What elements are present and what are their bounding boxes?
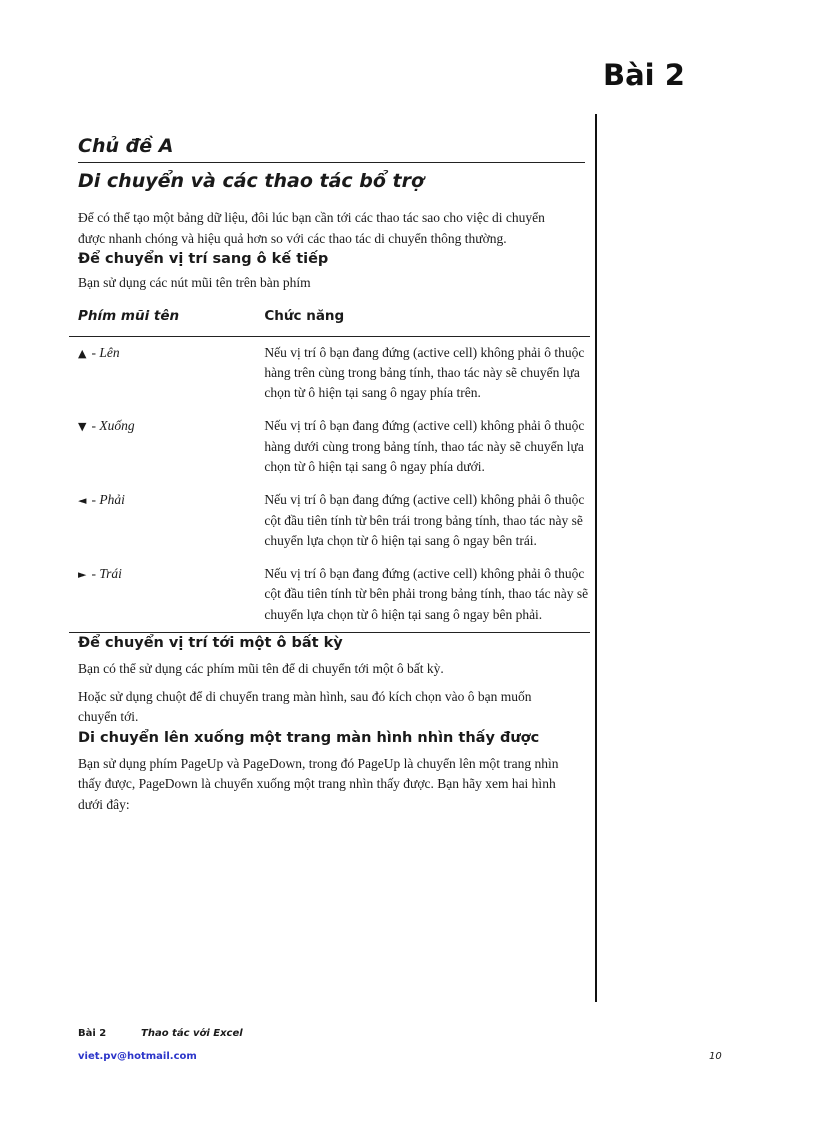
page-number: 10 [709, 1051, 722, 1062]
section-heading-page-scroll: Di chuyển lên xuống một trang màn hình nhìn thấy được [78, 729, 540, 746]
topic-label: Chủ đề A [78, 135, 585, 163]
key-cell [69, 564, 264, 632]
lesson-title: Bài 2 [603, 58, 685, 92]
intro-paragraph: Để có thể tạo một bảng dữ liệu, đôi lúc bạn cần tới các thao tác sao cho việc di chuyển được nhanh chóng và hiệu quả hơn so với các thao tác di chuyển thông thường. [78, 210, 545, 246]
section-desc-next-cell: Bạn sử dụng các nút mũi tên trên bàn phím [78, 275, 311, 290]
column-header-key: Phím mũi tên [69, 306, 264, 337]
key-cell [69, 416, 264, 490]
up-arrow-icon: ▲ [78, 346, 87, 360]
key-cell [69, 336, 264, 416]
function-cell: Nếu vị trí ô bạn đang đứng (active cell) không phải ô thuộc hàng trên cùng trong bảng tính, thao tác này sẽ chuyển lựa chọn từ ô hiện tại sang ô ngay phía trên. [264, 344, 585, 401]
section-heading-any-cell: Để chuyển vị trí tới một ô bất kỳ [78, 635, 343, 652]
function-cell: Nếu vị trí ô bạn đang đứng (active cell) không phải ô thuộc cột đầu tiên tính từ bên trái trong bảng tính, thao tác này sẽ chuyển lựa chọn từ ô hiện tại sang ô ngay bên trái. [264, 492, 585, 548]
section-paragraph: Hoặc sử dụng chuột để di chuyển trang màn hình, sau đó kích chọn vào ô bạn muốn chuyển tới. [78, 688, 532, 725]
section-paragraph: Bạn sử dụng phím PageUp và PageDown, trong đó PageUp là chuyển lên một trang nhìn thấy được, PageDown là chuyển xuống một trang nhìn thấy được. Bạn hãy xem hai hình dưới đây: [78, 755, 559, 812]
key-cell [69, 490, 264, 564]
table-row [69, 490, 590, 564]
table-row [69, 416, 590, 490]
arrow-key-table [69, 306, 590, 634]
key-label: - Phải [91, 492, 125, 508]
vertical-rule [595, 114, 597, 1002]
table-row [69, 336, 590, 416]
section-heading-next-cell: Để chuyển vị trí sang ô kế tiếp [78, 251, 329, 267]
footer-lesson: Bài 2 [78, 1028, 107, 1039]
down-arrow-icon: ▼ [78, 420, 87, 434]
main-content [78, 135, 589, 815]
key-label: - Xuống [91, 418, 135, 434]
key-label: - Trái [91, 566, 122, 582]
footer-email-link[interactable]: viet.pv@hotmail.com [78, 1051, 197, 1062]
key-label: - Lên [91, 344, 120, 360]
topic-title: Di chuyển và các thao tác bổ trợ [78, 170, 425, 192]
footer-book-title: Thao tác với Excel [141, 1028, 243, 1039]
left-arrow-icon: ◄ [78, 494, 87, 508]
right-arrow-icon: ► [78, 568, 87, 582]
function-cell: Nếu vị trí ô bạn đang đứng (active cell) không phải ô thuộc hàng dưới cùng trong bảng tính, thao tác này sẽ chuyển lựa chọn từ ô hiện tại sang ô ngay phía dưới. [264, 418, 585, 474]
section-paragraph: Bạn có thể sử dụng các phím mũi tên để di chuyển tới một ô bất kỳ. [78, 661, 444, 677]
table-row [69, 564, 590, 632]
column-header-function: Chức năng [264, 306, 590, 337]
function-cell: Nếu vị trí ô bạn đang đứng (active cell) không phải ô thuộc cột đầu tiên tính từ bên phải trong bảng tính, thao tác này sẽ chuyển lựa chọn từ ô hiện tại sang ô ngay bên phải. [264, 564, 590, 632]
